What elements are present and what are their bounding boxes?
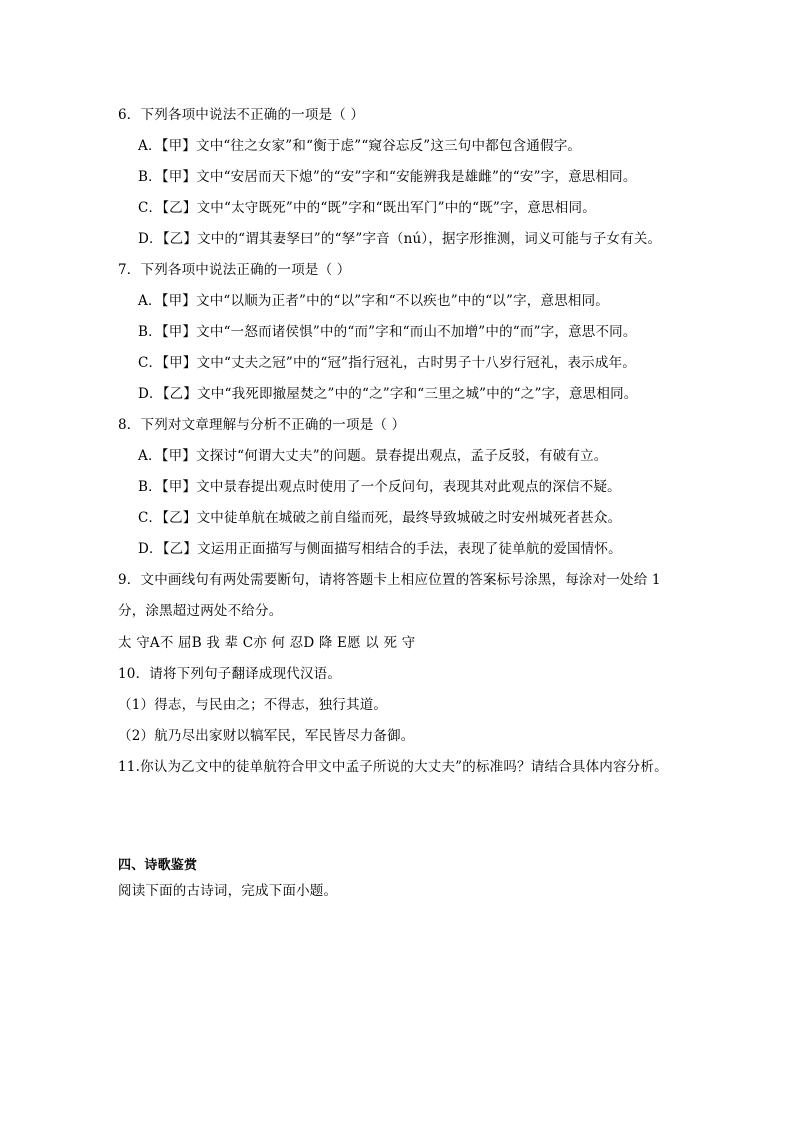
question-8-option-a: A．【甲】文探讨“何谓大丈夫”的问题。景春提出观点，孟子反驳，有破有立。 (138, 448, 608, 464)
section-4-instruction: 阅读下面的古诗词，完成下面小题。 (118, 883, 338, 899)
question-10-sentence-2: （2）航乃尽出家财以犒军民，军民皆尽力备御。 (118, 728, 415, 744)
question-8-stem: 8．下列对文章理解与分析不正确的一项是（ ） (118, 417, 406, 433)
question-8-option-b: B．【甲】文中景春提出观点时使用了一个反问句，表现其对此观点的深信不疑。 (138, 479, 621, 495)
question-11-stem: 11.你认为乙文中的徒单航符合甲文中孟子所说的大丈夫”的标准吗？请结合具体内容分析。 (118, 759, 668, 775)
question-9-stem-line2: 分，涂黑超过两处不给分。 (118, 603, 283, 619)
question-9-stem-line1: 9．文中画线句有两处需要断句，请将答题卡上相应位置的答案标号涂黑，每涂对一处给 1 (118, 572, 661, 588)
section-4-title: 四、诗歌鉴赏 (118, 858, 198, 873)
question-7-option-a: A．【甲】文中“以顺为正者”中的“以”字和“不以疾也”中的“以”字，意思相同。 (138, 293, 610, 309)
question-10-sentence-1: （1）得志，与民由之；不得志，独行其道。 (118, 697, 388, 713)
question-7-option-d: D．【乙】文中“我死即撤屋焚之”中的“之”字和“三里之城”中的“之”字，意思相同。 (138, 386, 638, 402)
question-10-stem: 10．请将下列句子翻译成现代汉语。 (118, 666, 342, 682)
question-6-option-d: D．【乙】文中的“谓其妻孥曰”的“孥”字音（nú），据字形推测，词义可能与子女有关。 (138, 231, 662, 247)
question-7-option-b: B．【甲】文中“一怒而诸侯惧”中的“而”字和“而山不加增”中的“而”字，意思不同。 (138, 324, 637, 340)
question-6-option-a: A．【甲】文中“往之女家”和“衡于虑”“窥谷忘反”这三句中都包含通假字。 (138, 138, 582, 154)
question-6-stem: 6．下列各项中说法不正确的一项是（ ） (118, 107, 365, 123)
question-6-option-c: C．【乙】文中“太守既死”中的“既”字和“既出军门”中的“既”字，意思相同。 (138, 200, 596, 216)
question-7-stem: 7．下列各项中说法正确的一项是（ ） (118, 262, 351, 278)
question-6-option-b: B．【甲】文中“安居而天下熄”的“安”字和“安能辨我是雄雌”的“安”字，意思相同。 (138, 169, 637, 185)
question-8-option-d: D．【乙】文运用正面描写与侧面描写相结合的手法，表现了徒单航的爱国情怀。 (138, 541, 622, 557)
question-7-option-c: C．【甲】文中“丈夫之冠”中的“冠”指行冠礼，古时男子十八岁行冠礼，表示成年。 (138, 355, 636, 371)
question-9-sentence: 太 守A不 屈B 我 辈 C亦 何 忍D 降 E愿 以 死 守 (118, 635, 416, 651)
question-8-option-c: C．【乙】文中徒单航在城破之前自缢而死，最终导致城破之时安州城死者甚众。 (138, 510, 622, 526)
